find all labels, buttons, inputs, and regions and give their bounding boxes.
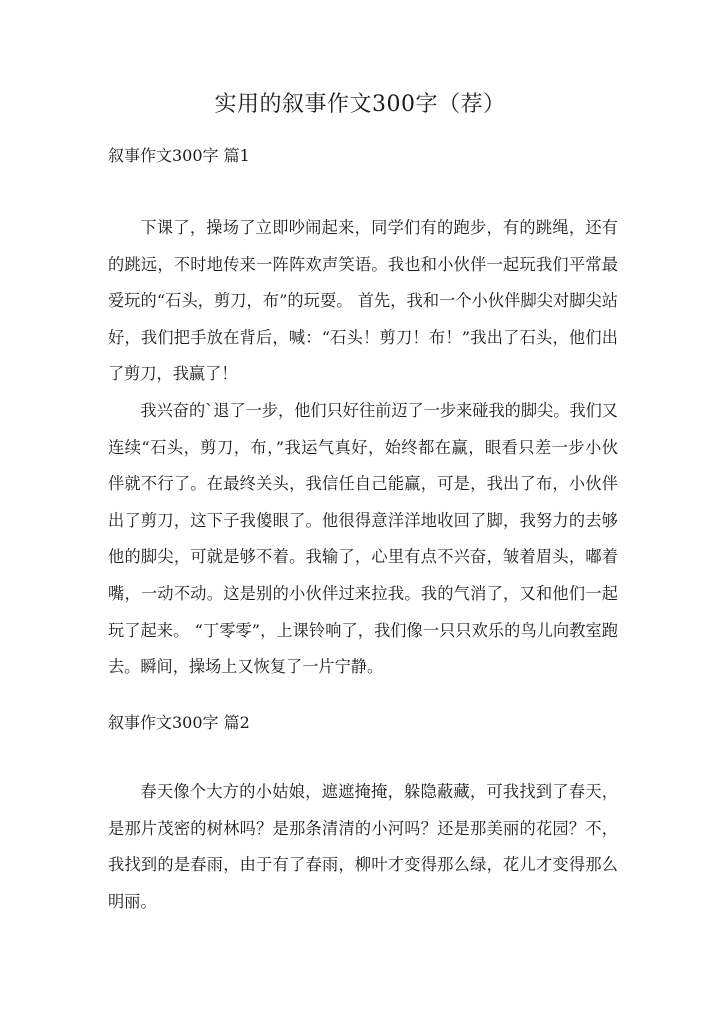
document-title: 实用的叙事作文300字（荐） — [214, 92, 506, 117]
section-heading-2: 叙事作文300字 篇2 — [108, 713, 250, 732]
section-2-paragraph-1: 春天像个大方的小姑娘，遮遮掩掩，躲隐蔽藏，可我找到了春天，是那片茂密的树林吗？是那条清清的小河吗？还是那美丽的花园？不，我找到的是春雨，由于有了春雨，柳叶才变得那么绿，花儿才变得那么明丽。 — [108, 782, 618, 911]
section-1-paragraph-1: 下课了，操场了立即吵闹起来，同学们有的跑步，有的跳绳，还有的跳远，不时地传来一阵阵欢声笑语。我也和小伙伴一起玩我们平常最爱玩的“石头，剪刀，布”的玩耍。 首先，我和一个小伙伴脚尖对脚尖站好，我们把手放在背后，喊：“石头！剪刀！布！”我出了石头，他们出了剪刀，我赢了！ — [108, 218, 618, 384]
section-1-paragraph-2: 我兴奋的`退了一步，他们只好往前迈了一步来碰我的脚尖。我们又连续“石头，剪刀，布，”我运气真好，始终都在赢，眼看只差一步小伙伴就不行了。在最终关头，我信任自己能赢，可是，我出了布，小伙伴出了剪刀，这下子我傻眼了。他很得意洋洋地收回了脚，我努力的去够他的脚尖，可就是够不着。我输了，心里有点不兴奋，皱着眉头，嘟着嘴，一动不动。这是别的小伙伴过来拉我。我的气消了，又和他们一起玩了起来。 “丁零零”，上课铃响了，我们像一只只欢乐的鸟儿向教室跑去。瞬间，操场上又恢复了一片宁静。 — [108, 401, 618, 677]
section-heading-1: 叙事作文300字 篇1 — [108, 146, 250, 165]
